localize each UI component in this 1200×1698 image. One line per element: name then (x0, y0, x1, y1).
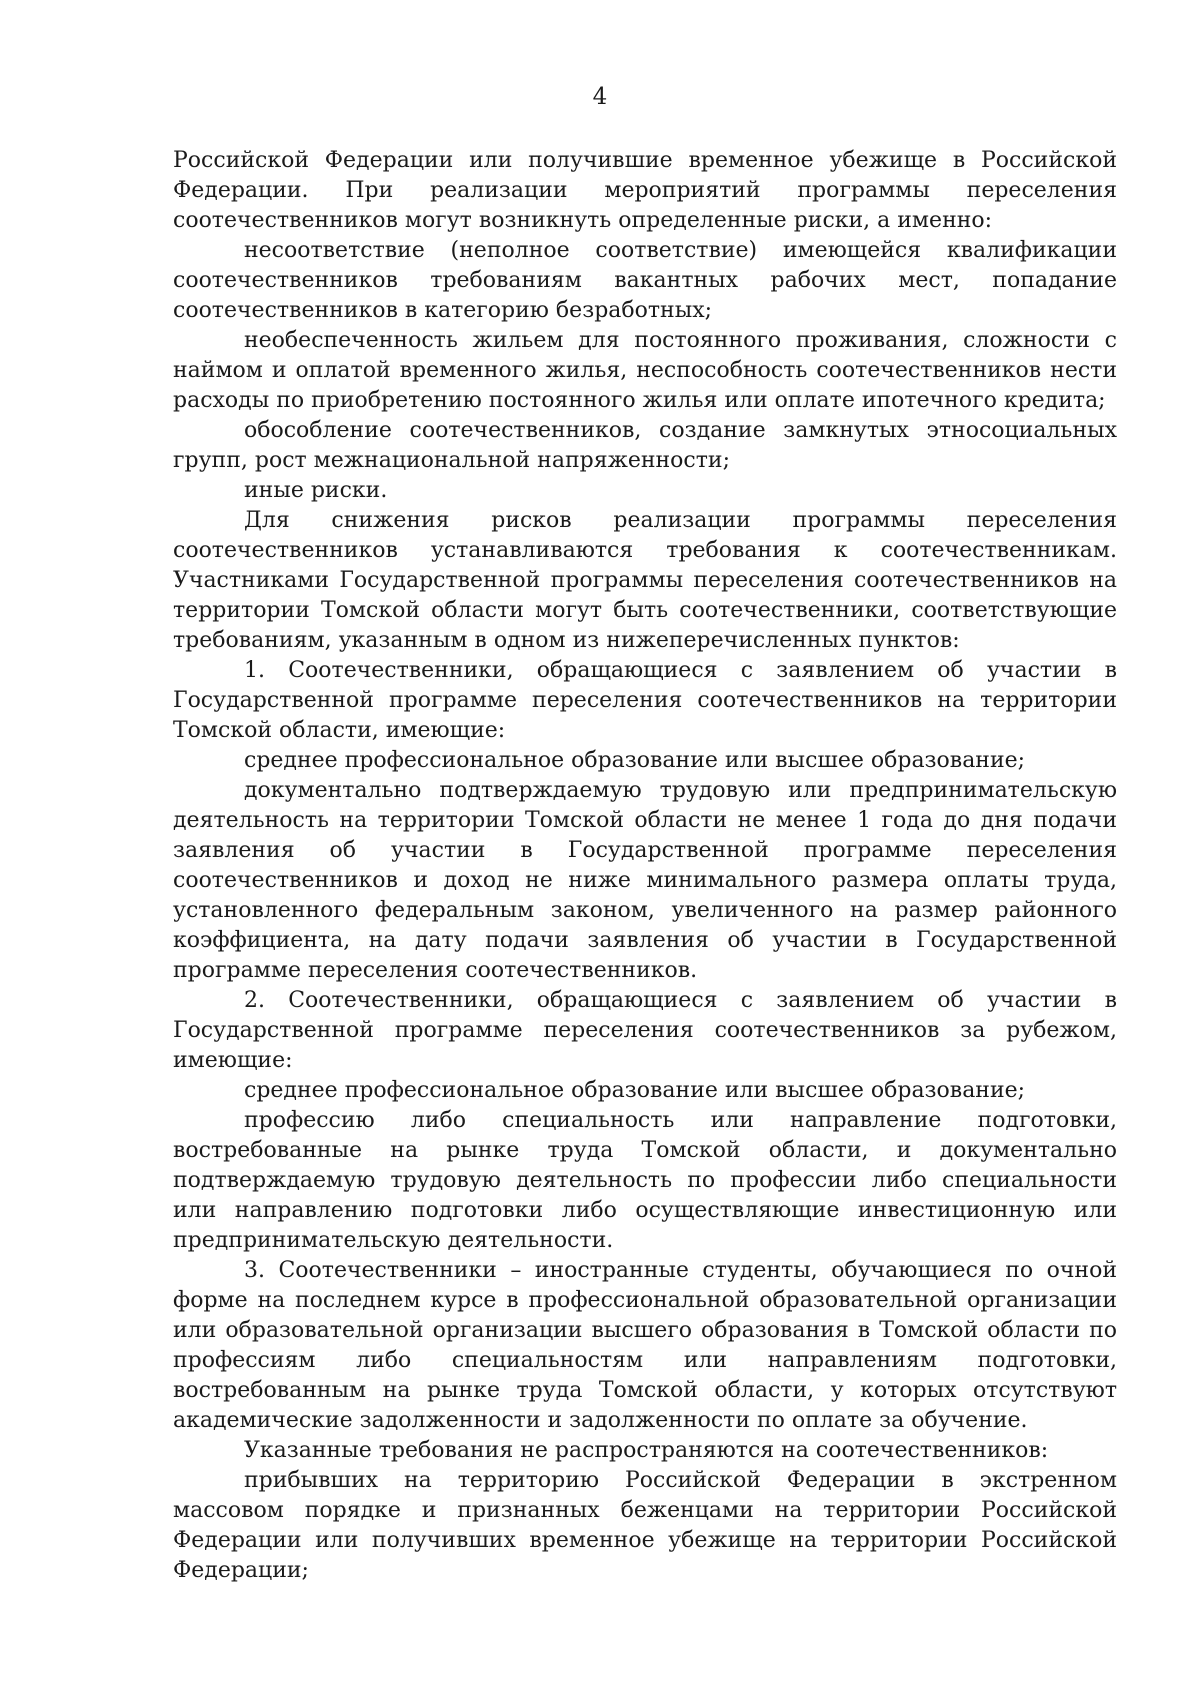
paragraph-risk-housing: необеспеченность жильем для постоянного проживания, сложности с наймом и оплатой временного жилья, неспособность соотечественников нести расходы по приобретению постоянного жилья или оплате ипотечного кредита; (173, 328, 1117, 413)
paragraph-continuation: Российской Федерации или получившие временное убежище в Российской Федерации. При реализации мероприятий программы переселения соотечественников могут возникнуть определенные риски, а именно: (173, 148, 1117, 233)
paragraph-risk-isolation: обособление соотечественников, создание замкнутых этносоциальных групп, рост межнациональной напряженности; (173, 418, 1117, 473)
paragraph-exemption-refugees: прибывших на территорию Российской Федерации в экстренном массовом порядке и признанных беженцами на территории Российской Федерации или получивших временное убежище на территории Российской Федерации; (173, 1468, 1117, 1583)
paragraph-risk-other: иные риски. (244, 478, 388, 503)
paragraph-item-1-activity: документально подтверждаемую трудовую или предпринимательскую деятельность на территории Томской области не менее 1 года до дня подачи заявления об участии в Государственной программе переселения соотечественников и доход не ниже минимального размера оплаты труда, установленного федеральным законом, увеличенного на размер районного коэффициента, на дату подачи заявления об участии в Государственной программе переселения соотечественников. (173, 778, 1117, 983)
paragraph-requirements-intro: Для снижения рисков реализации программы переселения соотечественников устанавливаются требования к соотечественникам. Участниками Государственной программы переселения соотечественников на территории Томской области могут быть соотечественники, соответствующие требованиям, указанным в одном из нижеперечисленных пунктов: (173, 508, 1117, 653)
paragraph-item-2-profession: профессию либо специальность или направление подготовки, востребованные на рынке труда Томской области, и документально подтверждаемую трудовую деятельность по профессии либо специальности или направлению подготовки либо осуществляющие инвестиционную или предпринимательскую деятельности. (173, 1108, 1117, 1253)
paragraph-item-3: 3. Соотечественники – иностранные студенты, обучающиеся по очной форме на последнем курсе в профессиональной образовательной организации или образовательной организации высшего образования в Томской области по профессиям либо специальностям или направлениям подготовки, востребованным на рынке труда Томской области, у которых отсутствуют академические задолженности и задолженности по оплате за обучение. (173, 1258, 1117, 1433)
page-number: 4 (592, 84, 608, 110)
paragraph-item-1: 1. Соотечественники, обращающиеся с заявлением об участии в Государственной программе переселения соотечественников на территории Томской области, имеющие: (173, 658, 1117, 743)
document-body (173, 146, 1117, 1586)
paragraph-risk-qualification: несоответствие (неполное соответствие) имеющейся квалификации соотечественников требованиям вакантных рабочих мест, попадание соотечественников в категорию безработных; (173, 238, 1117, 323)
paragraph-exemption-intro: Указанные требования не распространяются на соотечественников: (244, 1438, 1049, 1463)
paragraph-item-2-education: среднее профессиональное образование или высшее образование; (244, 1078, 1026, 1103)
paragraph-item-1-education: среднее профессиональное образование или высшее образование; (244, 748, 1026, 773)
paragraph-item-2: 2. Соотечественники, обращающиеся с заявлением об участии в Государственной программе переселения соотечественников за рубежом, имеющие: (173, 988, 1117, 1073)
